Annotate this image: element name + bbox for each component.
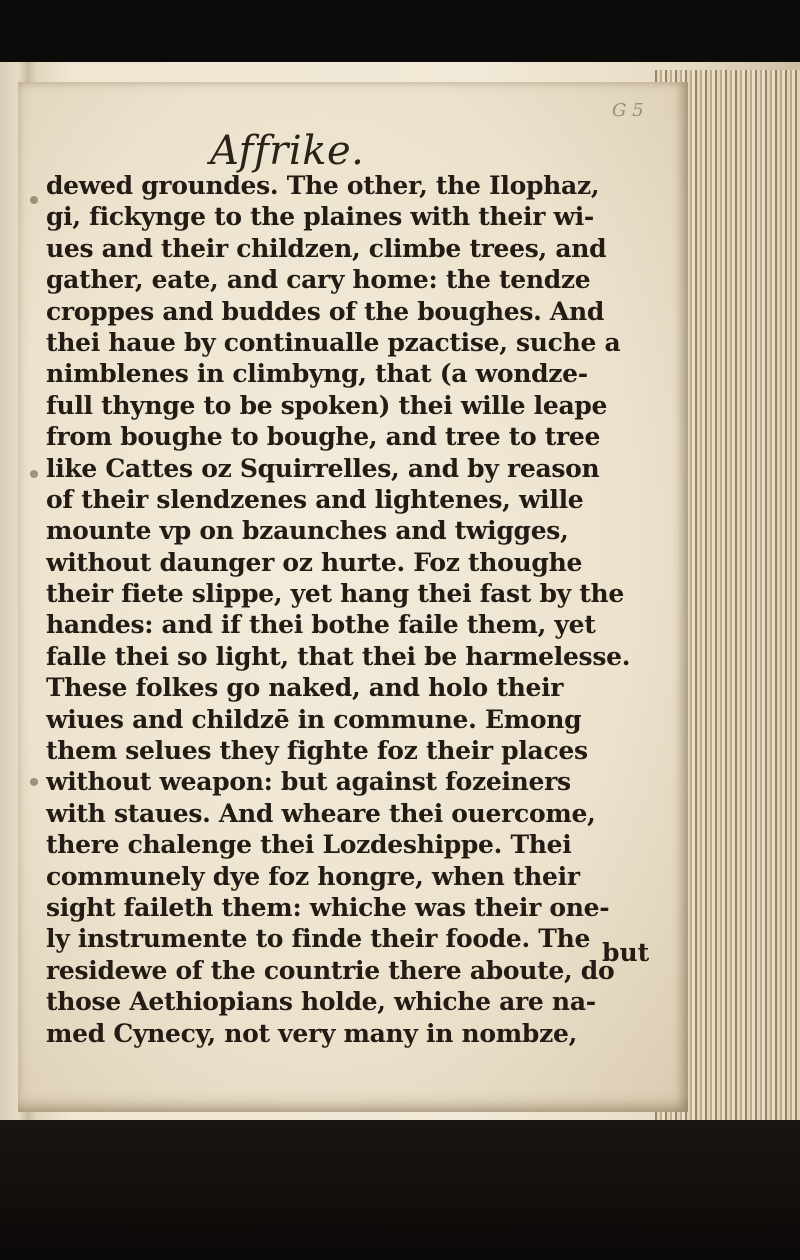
text-line: gather, eate, and cary home: the tendze [46,265,591,295]
text-line: there chalenge thei Lozdeshippe. Thei [46,830,572,860]
margin-dot [30,778,38,786]
text-line: handes: and if thei bothe faile them, yet [46,610,596,640]
text-line: mounte vp on bzaunches and twigges, [46,516,569,546]
margin-dot [30,470,38,478]
background-shadow [0,1120,800,1260]
text-line: communely dye foz hongre, when their [46,861,580,891]
text-line: their fiete slippe, yet hang thei fast by the [46,579,625,609]
text-line: with staues. And wheare thei ouercome, [46,798,596,828]
text-line: ly instrumente to finde their foode. The [46,924,591,954]
text-line: without daunger oz hurte. Foz thoughe [46,547,583,577]
text-line: nimblenes in climbyng, that (a wondze- [46,359,588,389]
text-line: med Cynecy, not very many in nombze, [46,1018,577,1048]
text-line: gi, fickynge to the plaines with their wi- [46,202,595,232]
text-line: from boughe to boughe, and tree to tree [46,422,601,452]
text-line: them selues they fighte foz their places [46,736,588,766]
text-line: thei haue by continualle pzactise, suche a [46,327,621,357]
text-line: These folkes go naked, and holo their [46,673,564,703]
text-line: ues and their childzen, climbe trees, and [46,233,607,263]
text-line: dewed groundes. The other, the Ilophaz, [46,171,600,200]
text-line: wiues and childzē in commune. Emong [46,704,582,734]
body-text [46,170,646,1049]
text-line: falle thei so light, that thei be harmelesse. [46,641,631,671]
text-line: sight faileth them: whiche was their one- [46,892,610,922]
text-line: like Cattes oz Squirrelles, and by reason [46,453,600,483]
signature-mark: G 5 [612,100,644,121]
catchword: but [602,938,650,967]
text-line: croppes and buddes of the boughes. And [46,296,605,326]
text-line: residewe of the countrie there aboute, do [46,955,615,985]
text-line: full thynge to be spoken) thei wille leape [46,390,608,420]
text-line: without weapon: but against fozeiners [46,767,571,797]
text-line: those Aethiopians holde, whiche are na- [46,987,596,1017]
running-head: Affrike. [210,128,365,174]
text-line: of their slendzenes and lightenes, wille [46,484,584,514]
margin-dot [30,196,38,204]
